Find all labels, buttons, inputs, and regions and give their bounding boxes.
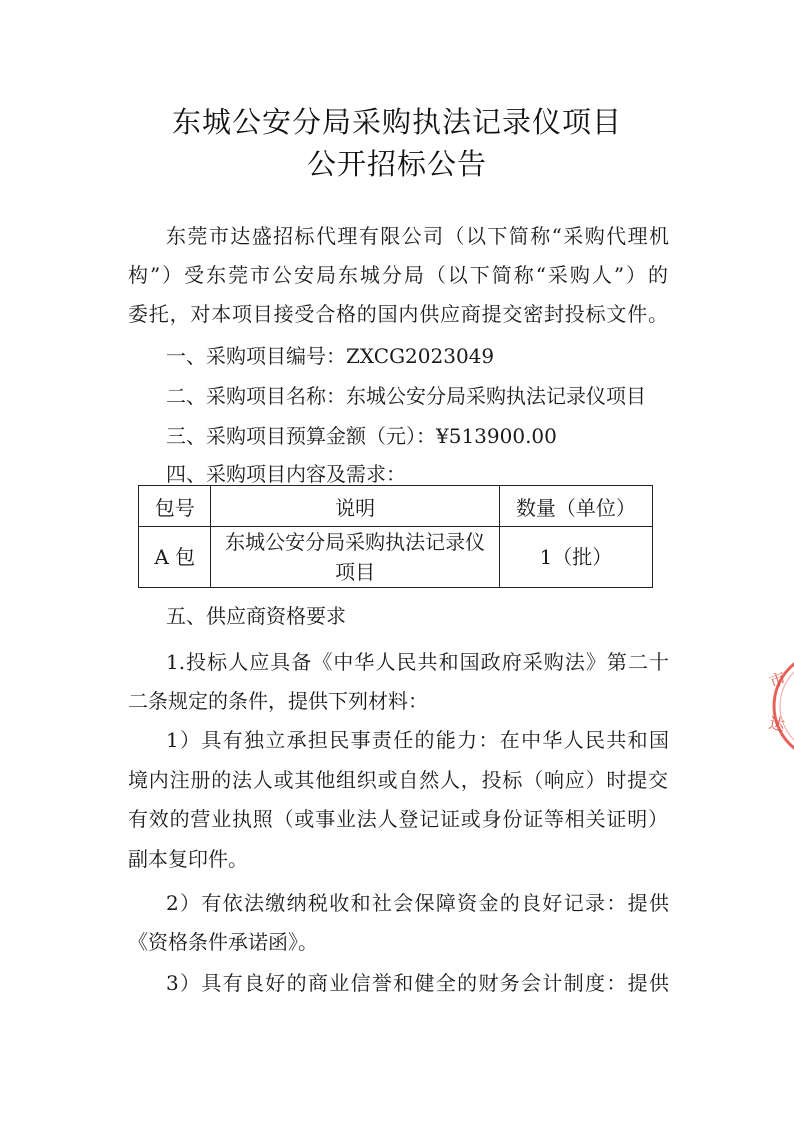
req1-3-line-1: 3）具有良好的商业信誉和健全的财务会计制度：提供 [166, 971, 669, 995]
req1-1-line-4: 副本复印件。 [128, 847, 248, 871]
table-cell-quantity: 1（批） [499, 527, 652, 588]
intro-line-3: 委托，对本项目接受合格的国内供应商提交密封投标文件。 [128, 302, 668, 326]
description-line-2: 项目 [335, 560, 376, 584]
req1-1-line-3: 有效的营业执照（或事业法人登记证或身份证等相关证明） [128, 807, 668, 831]
intro-line-1: 东莞市达盛招标代理有限公司（以下简称“采购代理机 [166, 224, 669, 248]
intro-line-2: 构”）受东莞市公安局东城分局（以下简称“采购人”）的 [128, 263, 668, 287]
item-project-name: 二、采购项目名称：东城公安分局采购执法记录仪项目 [166, 384, 646, 408]
table-cell-description [211, 527, 499, 588]
item-project-budget: 三、采购项目预算金额（元）：¥513900.00 [166, 424, 557, 448]
document-title-line1: 东城公安分局采购执法记录仪项目 [171, 105, 622, 139]
req1-2-line-1: 2）有依法缴纳税收和社会保障资金的良好记录：提供 [166, 891, 669, 915]
requirements-table [138, 485, 653, 588]
table-header-package: 包号 [139, 486, 211, 527]
svg-text:达: 达 [767, 713, 787, 735]
table-cell-package: A 包 [139, 527, 211, 588]
item-supplier-qualification: 五、供应商资格要求 [166, 604, 346, 628]
document-title-line2: 公开招标公告 [306, 147, 487, 181]
item-project-number: 一、采购项目编号：ZXCG2023049 [166, 344, 495, 368]
svg-text:市: 市 [766, 668, 789, 692]
req1-2-line-2: 《资格条件承诺函》。 [128, 930, 318, 954]
table-header-description: 说明 [211, 486, 499, 527]
description-line-1: 东城公安分局采购执法记录仪 [225, 530, 486, 554]
req1-line-1: 1.投标人应具备《中华人民共和国政府采购法》第二十 [166, 650, 669, 674]
req1-1-line-1: 1）具有独立承担民事责任的能力：在中华人民共和国 [166, 728, 669, 752]
req1-1-line-2: 境内注册的法人或其他组织或自然人，投标（响应）时提交 [128, 768, 668, 792]
table-row [139, 527, 653, 588]
req1-line-2: 二条规定的条件，提供下列材料： [128, 689, 428, 713]
table-header-quantity: 数量（单位） [499, 486, 652, 527]
item-project-content: 四、采购项目内容及需求： [166, 462, 406, 486]
official-seal-stamp [758, 646, 794, 766]
table-header-row [139, 486, 653, 527]
